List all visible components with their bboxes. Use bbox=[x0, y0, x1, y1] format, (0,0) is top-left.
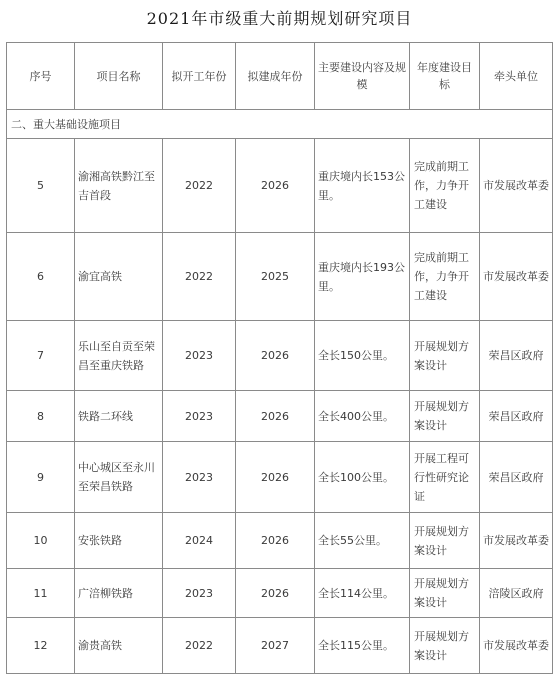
row-name: 渝贵高铁 bbox=[75, 618, 163, 674]
header-name: 项目名称 bbox=[75, 43, 163, 110]
row-name: 中心城区至永川至荣昌铁路 bbox=[75, 442, 163, 513]
row-content: 全长115公里。 bbox=[315, 618, 410, 674]
row-goal: 开展工程可行性研究论证 bbox=[410, 442, 480, 513]
row-finish-year: 2026 bbox=[236, 569, 315, 618]
header-content: 主要建设内容及规模 bbox=[315, 43, 410, 110]
row-org: 市发展改革委 bbox=[480, 618, 553, 674]
project-table bbox=[6, 42, 553, 674]
row-no: 11 bbox=[7, 569, 75, 618]
row-no: 6 bbox=[7, 233, 75, 321]
row-start-year: 2023 bbox=[163, 391, 236, 442]
row-goal: 开展规划方案设计 bbox=[410, 321, 480, 391]
row-start-year: 2022 bbox=[163, 139, 236, 233]
row-org: 荣昌区政府 bbox=[480, 442, 553, 513]
page-title: 2021年市级重大前期规划研究项目 bbox=[146, 9, 413, 28]
row-org: 市发展改革委 bbox=[480, 139, 553, 233]
row-name: 铁路二环线 bbox=[75, 391, 163, 442]
row-content: 全长400公里。 bbox=[315, 391, 410, 442]
table-row bbox=[7, 321, 553, 391]
row-goal: 完成前期工作，力争开工建设 bbox=[410, 233, 480, 321]
row-org: 市发展改革委 bbox=[480, 233, 553, 321]
row-goal: 开展规划方案设计 bbox=[410, 513, 480, 569]
row-name: 乐山至自贡至荣昌至重庆铁路 bbox=[75, 321, 163, 391]
section-row bbox=[7, 110, 553, 139]
row-finish-year: 2026 bbox=[236, 442, 315, 513]
row-no: 5 bbox=[7, 139, 75, 233]
row-goal: 开展规划方案设计 bbox=[410, 391, 480, 442]
row-no: 12 bbox=[7, 618, 75, 674]
row-goal: 开展规划方案设计 bbox=[410, 618, 480, 674]
header-no: 序号 bbox=[7, 43, 75, 110]
row-finish-year: 2025 bbox=[236, 233, 315, 321]
row-finish-year: 2026 bbox=[236, 321, 315, 391]
table-row bbox=[7, 139, 553, 233]
row-org: 市发展改革委 bbox=[480, 513, 553, 569]
row-start-year: 2022 bbox=[163, 618, 236, 674]
row-no: 10 bbox=[7, 513, 75, 569]
row-finish-year: 2026 bbox=[236, 513, 315, 569]
header-goal: 年度建设目标 bbox=[410, 43, 480, 110]
row-start-year: 2022 bbox=[163, 233, 236, 321]
header-row bbox=[7, 43, 553, 110]
row-start-year: 2023 bbox=[163, 321, 236, 391]
table-row bbox=[7, 391, 553, 442]
row-finish-year: 2027 bbox=[236, 618, 315, 674]
row-finish-year: 2026 bbox=[236, 391, 315, 442]
header-finish-year: 拟建成年份 bbox=[236, 43, 315, 110]
row-no: 8 bbox=[7, 391, 75, 442]
table-row bbox=[7, 233, 553, 321]
row-name: 广涪柳铁路 bbox=[75, 569, 163, 618]
table-row bbox=[7, 442, 553, 513]
row-finish-year: 2026 bbox=[236, 139, 315, 233]
row-name: 安张铁路 bbox=[75, 513, 163, 569]
row-no: 7 bbox=[7, 321, 75, 391]
row-start-year: 2023 bbox=[163, 569, 236, 618]
header-org: 牵头单位 bbox=[480, 43, 553, 110]
row-no: 9 bbox=[7, 442, 75, 513]
row-start-year: 2023 bbox=[163, 442, 236, 513]
row-content: 全长55公里。 bbox=[315, 513, 410, 569]
row-org: 荣昌区政府 bbox=[480, 321, 553, 391]
table-row bbox=[7, 513, 553, 569]
table-row bbox=[7, 618, 553, 674]
row-org: 荣昌区政府 bbox=[480, 391, 553, 442]
row-content: 重庆境内长193公里。 bbox=[315, 233, 410, 321]
row-content: 重庆境内长153公里。 bbox=[315, 139, 410, 233]
row-org: 涪陵区政府 bbox=[480, 569, 553, 618]
row-name: 渝湘高铁黔江至吉首段 bbox=[75, 139, 163, 233]
row-content: 全长150公里。 bbox=[315, 321, 410, 391]
row-content: 全长114公里。 bbox=[315, 569, 410, 618]
row-content: 全长100公里。 bbox=[315, 442, 410, 513]
row-start-year: 2024 bbox=[163, 513, 236, 569]
row-name: 渝宜高铁 bbox=[75, 233, 163, 321]
row-goal: 开展规划方案设计 bbox=[410, 569, 480, 618]
header-start-year: 拟开工年份 bbox=[163, 43, 236, 110]
section-label: 二、重大基础设施项目 bbox=[7, 110, 553, 139]
row-goal: 完成前期工作，力争开工建设 bbox=[410, 139, 480, 233]
table-row bbox=[7, 569, 553, 618]
